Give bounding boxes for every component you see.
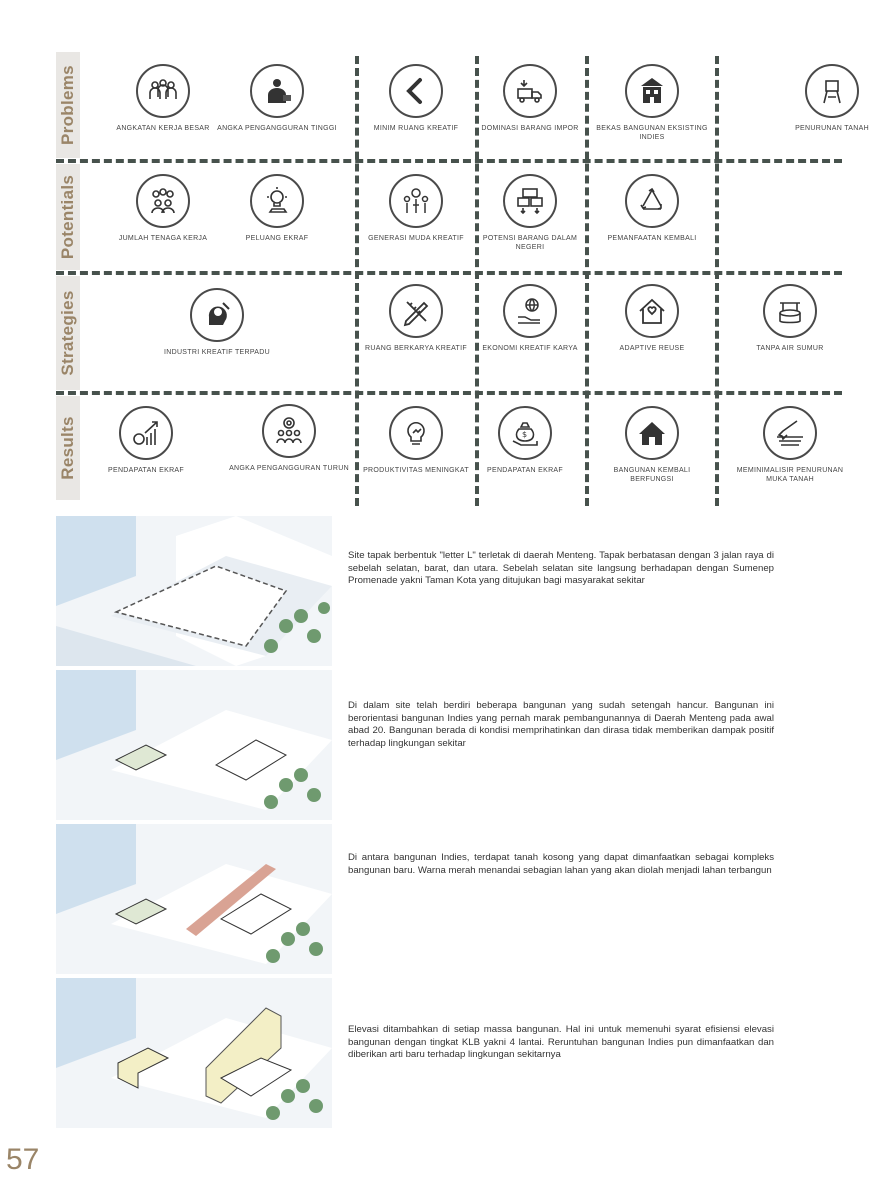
potential-item: POTENSI BARANG DALAM NEGERI bbox=[470, 174, 590, 252]
pencil-ruler-icon bbox=[389, 284, 443, 338]
description-paragraph: Di antara bangunan Indies, terdapat tanah kosong yang dapat dimanfaatkan sebagai kompleks bangunan baru. Warna merah menandai sebagian lahan yang akan diolah menjadi lahan terbangun bbox=[348, 852, 774, 876]
soil-shovel-icon bbox=[763, 406, 817, 460]
row-divider bbox=[56, 159, 842, 163]
globe-hand-icon bbox=[503, 284, 557, 338]
row-label-potentials: Potentials bbox=[56, 164, 80, 270]
house-heart-icon bbox=[625, 284, 679, 338]
site-illustration-3 bbox=[56, 824, 332, 974]
productivity-bulb-icon bbox=[389, 406, 443, 460]
youth-idea-icon bbox=[389, 174, 443, 228]
water-tower-icon bbox=[805, 64, 859, 118]
site-illustration-2 bbox=[56, 670, 332, 820]
potential-item: PEMANFAATAN KEMBALI bbox=[592, 174, 712, 243]
problem-item: PENURUNAN TANAH bbox=[772, 64, 892, 133]
people-gear-icon bbox=[262, 404, 316, 458]
result-item: ANGKA PENGANGGURAN TURUN bbox=[229, 404, 349, 473]
problem-item: BEKAS BANGUNAN EKSISTING INDIES bbox=[592, 64, 712, 142]
row-divider bbox=[56, 391, 842, 395]
row-label-strategies: Strategies bbox=[56, 276, 80, 390]
potential-item: JUMLAH TENAGA KERJA bbox=[103, 174, 223, 243]
result-item: MEMINIMALISIR PENURUNAN MUKA TANAH bbox=[730, 406, 850, 484]
import-truck-icon bbox=[503, 64, 557, 118]
potential-item: PELUANG EKRAF bbox=[217, 174, 337, 243]
boxes-icon bbox=[503, 174, 557, 228]
head-gear-icon bbox=[190, 288, 244, 342]
problem-item: MINIM RUANG KREATIF bbox=[356, 64, 476, 133]
strategy-item: ADAPTIVE REUSE bbox=[592, 284, 712, 353]
result-item: PRODUKTIVITAS MENINGKAT bbox=[356, 406, 476, 475]
row-label-results: Results bbox=[56, 396, 80, 500]
result-item: $ PENDAPATAN EKRAF bbox=[465, 406, 585, 475]
chevron-left-icon bbox=[389, 64, 443, 118]
row-label-problems: Problems bbox=[56, 52, 80, 158]
house-icon bbox=[625, 406, 679, 460]
page-number: 57 bbox=[6, 1143, 40, 1176]
description-paragraph: Di dalam site telah berdiri beberapa bangunan yang sudah setengah hancur. Bangunan ini berorientasi bangunan Indies yang pernah marak pembangunannya di Daerah Menteng pada awal abad 20. Bangunan berada di kondisi memprihatinkan dan dirasa tidak memberikan dampak positif terhadap lingkungan sekitar bbox=[348, 700, 774, 749]
problem-item: ANGKATAN KERJA BESAR bbox=[103, 64, 223, 133]
strategy-item: RUANG BERKARYA KREATIF bbox=[356, 284, 476, 353]
idea-bulb-icon bbox=[250, 174, 304, 228]
strategy-item: TANPA AIR SUMUR bbox=[730, 284, 850, 353]
team-icon bbox=[136, 174, 190, 228]
money-icon bbox=[498, 406, 552, 460]
growth-chart-icon bbox=[119, 406, 173, 460]
old-building-icon bbox=[625, 64, 679, 118]
row-divider bbox=[56, 271, 842, 275]
recycle-icon bbox=[625, 174, 679, 228]
crowd-icon bbox=[136, 64, 190, 118]
well-icon bbox=[763, 284, 817, 338]
result-item: BANGUNAN KEMBALI BERFUNGSI bbox=[592, 406, 712, 484]
strategy-item: INDUSTRI KREATIF TERPADU bbox=[157, 288, 277, 357]
site-illustration-4 bbox=[56, 978, 332, 1128]
unemployed-worker-icon bbox=[250, 64, 304, 118]
problem-item: ANGKA PENGANGGURAN TINGGI bbox=[217, 64, 337, 133]
site-illustration-1 bbox=[56, 516, 332, 666]
svg-text:$: $ bbox=[522, 430, 528, 439]
description-paragraph: Site tapak berbentuk "letter L" terletak di daerah Menteng. Tapak berbatasan dengan 3 jalan raya di sebelah selatan, barat, dan utara. Sebelah selatan site langsung berhadapan dengan Sumenep Promenade yakni Taman Kota yang ditujukan bagi masyarakat sekitar bbox=[348, 550, 774, 586]
column-divider bbox=[715, 56, 719, 506]
problem-item: DOMINASI BARANG IMPOR bbox=[470, 64, 590, 133]
potential-item: GENERASI MUDA KREATIF bbox=[356, 174, 476, 243]
strategy-item: EKONOMI KREATIF KARYA bbox=[470, 284, 590, 353]
description-paragraph: Elevasi ditambahkan di setiap massa bangunan. Hal ini untuk memenuhi syarat efisiensi elevasi bangunan dengan tingkat KLB yakni 4 lantai. Reruntuhan bangunan Indies pun dimanfaatkan dan diberikan arti baru terhadap lingkungan sekitarnya bbox=[348, 1024, 774, 1060]
result-item: PENDAPATAN EKRAF bbox=[86, 406, 206, 475]
